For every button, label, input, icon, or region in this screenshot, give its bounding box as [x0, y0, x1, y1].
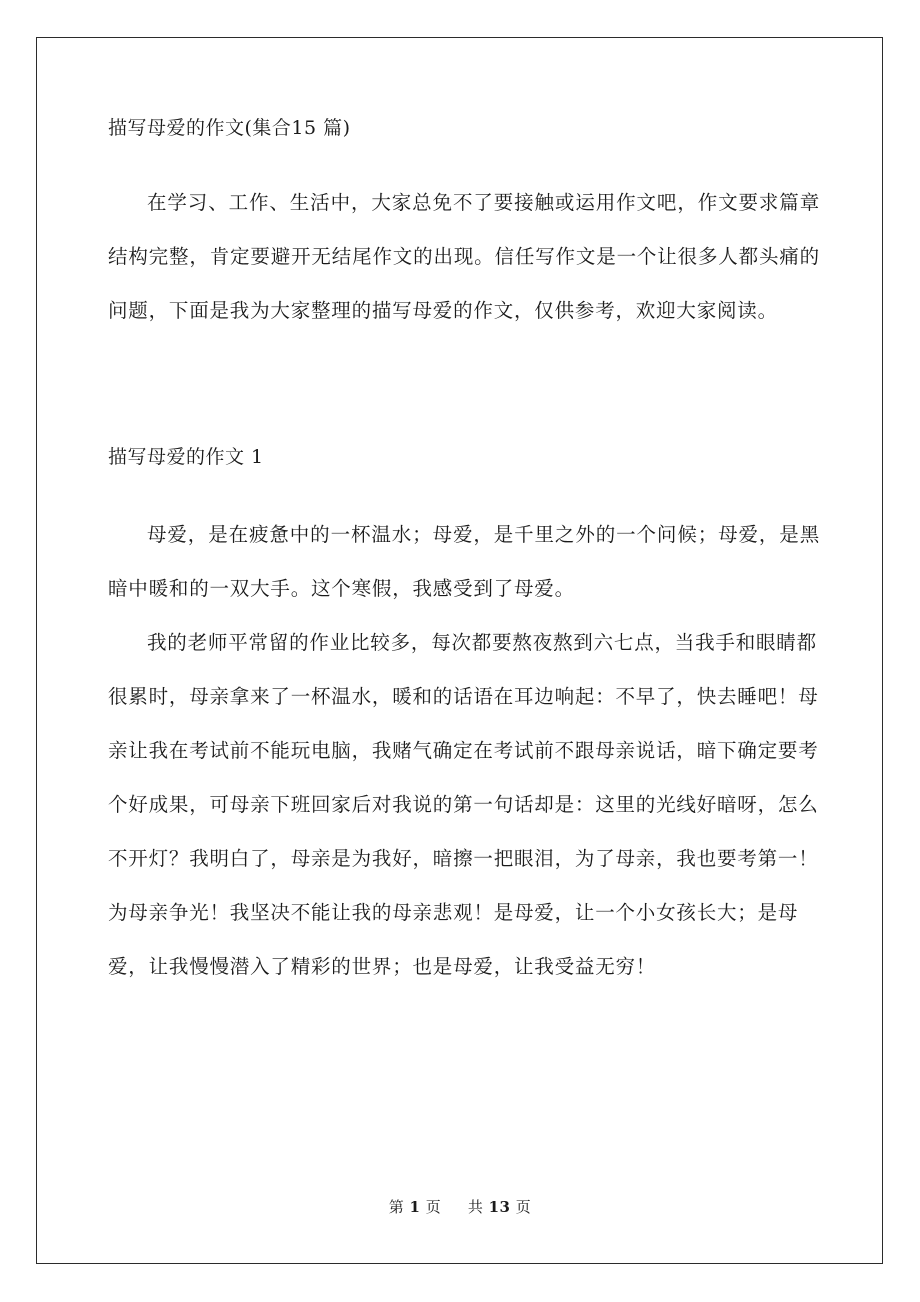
body-paragraph-2: 我的老师平常留的作业比较多，每次都要熬夜熬到六七点，当我手和眼睛都很累时，母亲拿来了一杯温水，暖和的话语在耳边响起：不早了，快去睡吧！母亲让我在考试前不能玩电脑，我赌气确定在考试前不跟母亲说话，暗下确定要考个好成果，可母亲下班回家后对我说的第一句话却是：这里的光线好暗呀，怎么不开灯？我明白了，母亲是为我好，暗擦一把眼泪，为了母亲，我也要考第一！为母亲争光！我坚决不能让我的母亲悲观！是母爱，让一个小女孩长大；是母爱，让我慢慢潜入了精彩的世界；也是母爱，让我受益无穷！ [108, 631, 819, 978]
footer-page-suffix: 页 [425, 1198, 442, 1216]
document-title: 描写母爱的作文(集合15 篇) [108, 117, 351, 139]
section-heading: 描写母爱的作文 1 [108, 446, 264, 468]
heading-spacer [108, 480, 820, 508]
footer-total-suffix: 页 [515, 1198, 532, 1216]
intro-paragraph: 在学习、工作、生活中，大家总免不了要接触或运用作文吧，作文要求篇章结构完整，肯定要避开无结尾作文的出现。信任写作文是一个让很多人都头痛的问题，下面是我为大家整理的描写母爱的作文，仅供参考，欢迎大家阅读。 [108, 191, 820, 322]
page-footer [0, 1196, 920, 1217]
document-content [108, 108, 820, 994]
footer-total-prefix: 共 [467, 1198, 484, 1216]
footer-page-number: 1 [409, 1198, 421, 1216]
footer-total-pages: 13 [488, 1198, 511, 1216]
body-paragraph-1: 母爱，是在疲惫中的一杯温水；母爱，是千里之外的一个问候；母爱，是黑暗中暖和的一双大手。这个寒假，我感受到了母爱。 [108, 523, 820, 600]
title-spacer [108, 148, 820, 176]
footer-page-prefix: 第 [388, 1198, 405, 1216]
section-spacer [108, 338, 820, 434]
